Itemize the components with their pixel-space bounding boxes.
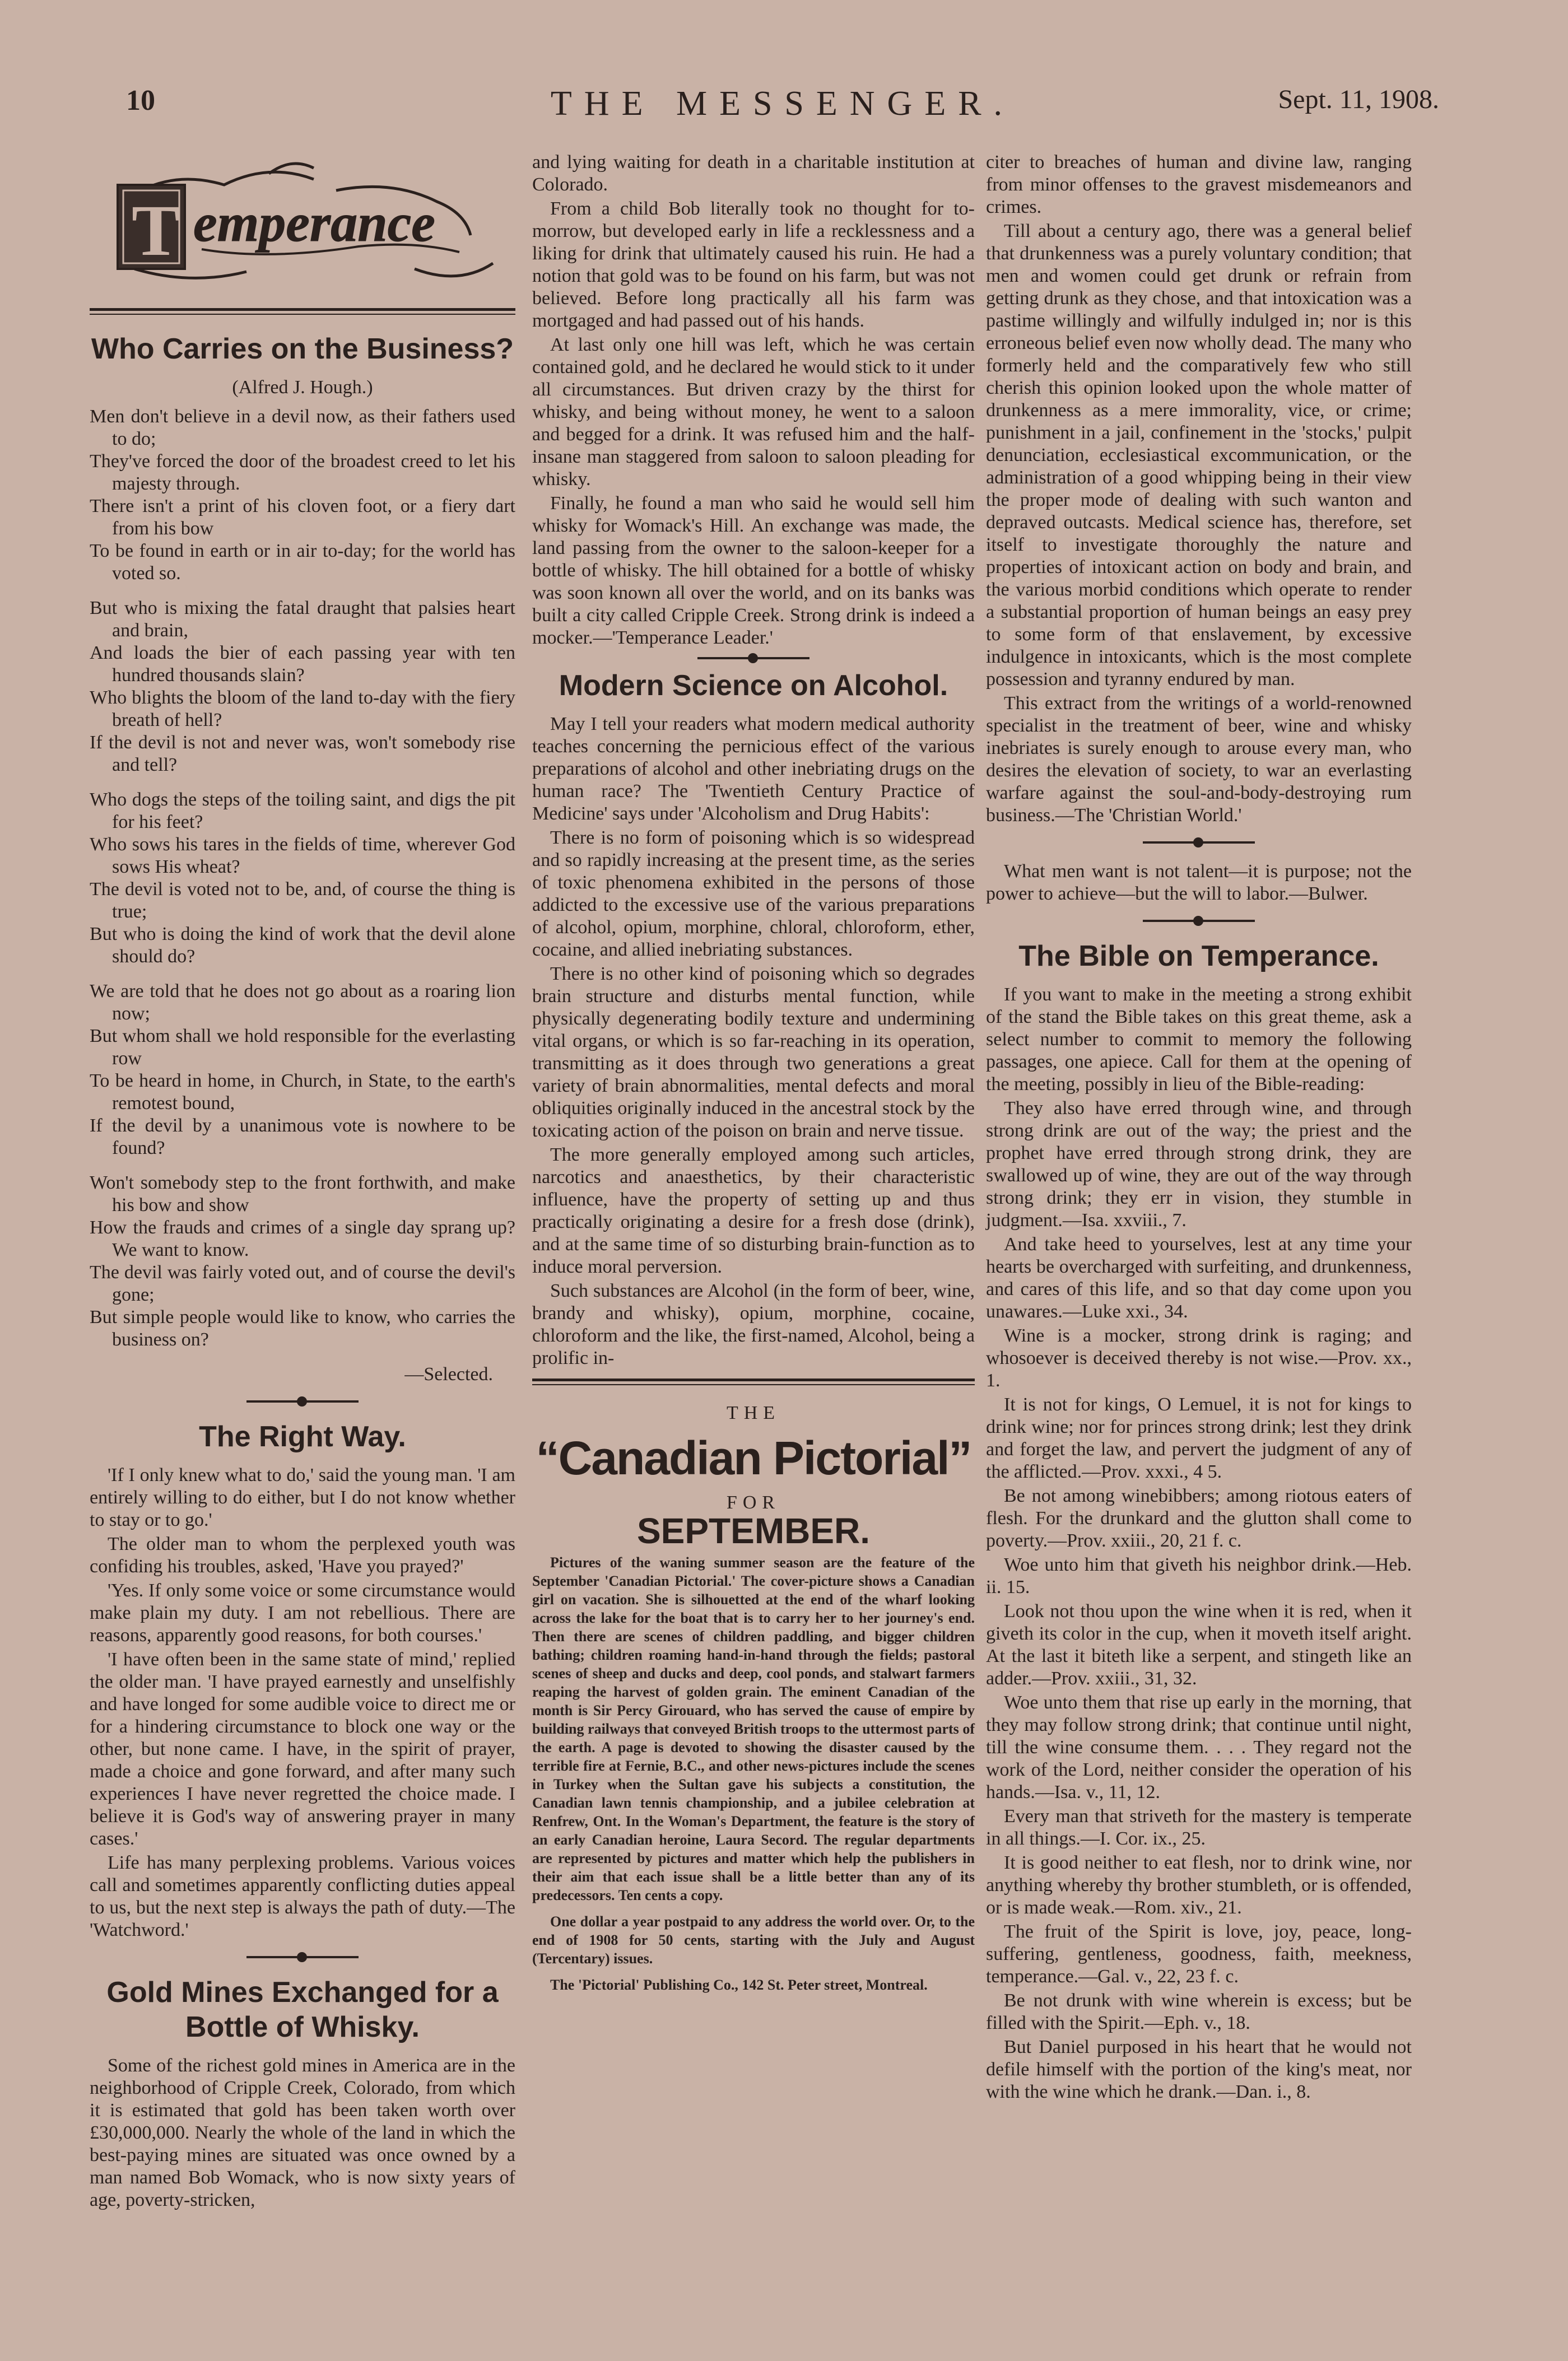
- article-title-bible: The Bible on Temperance.: [1018, 940, 1379, 972]
- paragraph: Finally, he found a man who said he would sell him whisky for Womack's Hill. An exchange was made, the land passing from the owner to the saloon-keeper for a bottle of whisky. The hill obtained for a bottle of whisky was soon known all over the world, and on its banks was built a city called Cripple Creek. Strong drink is indeed a mocker.—'Temperance Leader.': [532, 493, 975, 648]
- paragraph: And take heed to yourselves, lest at any time your hearts be overcharged with surfeiting, and drunkenness, and cares of this life, and so that day come upon you unawares.—Luke xxi., 34.: [986, 1234, 1412, 1322]
- paragraph: There is no form of poisoning which is so widespread and so rapidly increasing at the present time, as the series of toxic phenomena exhibited in the persons of those addicted to the excessive use of the various preparations of alcohol, opium, morphine, chloral, chloroform, ether, cocaine, and allied inebriating substances.: [532, 827, 975, 960]
- poem-line: If the devil by a unanimous vote is nowhere to be found?: [90, 1115, 515, 1158]
- paragraph: Some of the richest gold mines in America are in the neighborhood of Cripple Creek, Colorado, from which it is estimated that gold has been taken worth over £30,000,000. Nearly the whole of the land in which the best-paying mines are situated was once owned by a man named Bob Womack, who is now sixty years of age, poverty-stricken,: [90, 2055, 515, 2210]
- column-2: [532, 151, 975, 2002]
- paragraph: Every man that striveth for the mastery is temperate in all things.—I. Cor. ix., 25.: [986, 1806, 1412, 1849]
- poem-line: They've forced the door of the broadest creed to let his majesty through.: [90, 451, 515, 494]
- paragraph: 'If I only knew what to do,' said the young man. 'I am entirely willing to do either, but I do not know whether to stay or to go.': [90, 1465, 515, 1530]
- article-bible: [986, 984, 1412, 2103]
- poem-line: The devil was fairly voted out, and of course the devil's gone;: [90, 1262, 515, 1305]
- svg-text:emperance: emperance: [193, 193, 435, 253]
- article-title-who-carries: Who Carries on the Business?: [91, 333, 514, 365]
- separator: [246, 1400, 359, 1403]
- poem-line: The devil is voted not to be, and, of course the thing is true;: [90, 879, 515, 922]
- paragraph: At last only one hill was left, which he was certain contained gold, and he declared he would stick to it under all circumstances. But driven crazy by the thirst for whisky, and being without money, he went to a saloon and begged for a drink. It was refused him and the half-insane man staggered from saloon to saloon pleading for whisky.: [532, 334, 975, 490]
- paragraph: It is not for kings, O Lemuel, it is not for kings to drink wine; nor for princes strong drink; lest they drink and forget the law, and pervert the judgment of any of the afflicted.—Prov. xxxi., 4 5.: [986, 1394, 1412, 1482]
- issue-date: Sept. 11, 1908.: [1278, 85, 1439, 114]
- page-number: 10: [126, 85, 155, 117]
- newspaper-title: THE MESSENGER.: [550, 85, 1015, 123]
- paragraph: May I tell your readers what modern medical authority teaches concerning the pernicious effect of the various preparations of alcohol and other inebriating drugs on the human race? The 'Twentieth Century Practice of Medicine' says under 'Alcoholism and Drug Habits':: [532, 714, 975, 824]
- poem-stanza: [90, 597, 515, 776]
- poem-line: And loads the bier of each passing year with ten hundred thousands slain?: [90, 642, 515, 686]
- separator: [1143, 841, 1255, 844]
- paragraph: It is good neither to eat flesh, nor to drink wine, nor anything whereby thy brother stumbleth, or is offended, or is made weak.—Rom. xiv., 21.: [986, 1852, 1412, 1918]
- poem-line: We are told that he does not go about as a roaring lion now;: [90, 981, 515, 1024]
- separator: [1143, 920, 1255, 922]
- article-right-way: [90, 1464, 515, 1941]
- paragraph: Be not drunk with wine wherein is excess; but be filled with the Spirit.—Eph. v., 18.: [986, 1990, 1412, 2033]
- paragraph: If you want to make in the meeting a strong exhibit of the stand the Bible takes on this great theme, ask a select number to commit to memory the following passages, one apiece. Call for them at the opening of the meeting, possibly in lieu of the Bible-reading:: [986, 984, 1412, 1095]
- column-1: [90, 151, 515, 2213]
- poem-line: To be found in earth or in air to-day; for the world has voted so.: [90, 541, 515, 584]
- article-title-gold-mines: Gold Mines Exchanged for a Bottle of Whisky.: [106, 1976, 499, 2043]
- paragraph: The older man to whom the perplexed youth was confiding his troubles, asked, 'Have you prayed?': [90, 1534, 515, 1577]
- poem-author: (Alfred J. Hough.): [232, 377, 373, 398]
- article-title-modern-science: Modern Science on Alcohol.: [559, 669, 948, 702]
- quote-bulwer: What men want is not talent—it is purpose; not the power to achieve—but the will to labor.—Bulwer.: [986, 861, 1412, 904]
- paragraph: Woe unto them that rise up early in the morning, that they may follow strong drink; that continue until night, till the wine consume them. . . . They regard not the work of the Lord, neither consider the operation of his hands.—Isa. v., 11, 12.: [986, 1692, 1412, 1803]
- paragraph: This extract from the writings of a world-renowned specialist in the treatment of beer, wine and whisky inebriates is surely enough to arouse every man, who desires the elevation of society, to war an everlasting warfare against the soul-and-body-destroying rum business.—The 'Christian World.': [986, 693, 1412, 826]
- poem-line: But simple people would like to know, who carries the business on?: [90, 1307, 515, 1350]
- paragraph: Till about a century ago, there was a general belief that drunkenness was a purely voluntary condition; that men and women could get drunk or refrain from getting drunk as they chose, and that intoxication was a pastime willingly and wilfully indulged in; nor is this erroneous belief even now wholly dead. The many who formerly held and the comparatively few who still cherish this opinion looked upon the whole matter of drunkenness as a mere immorality, vice, or crime; punishment in a jail, confinement in the 'stocks,' pulpit denunciation, ecclesiastical excommunication, or the administration of a good whipping being in their view the proper mode of dealing with such wanton and depraved outcasts. Medical science has, therefore, set itself to investigate thoroughly the nature and properties of intoxicant action on body and brain, and the various morbid conditions which operate to render a substantial proportion of human beings an easy prey to some form of that enslavement, by excessive indulgence in intoxicants, which is the most complete possession and tyranny endured by man.: [986, 221, 1412, 690]
- paragraph: They also have erred through wine, and through strong drink are out of the way; the priest and the prophet have erred through strong drink, they are swallowed up of wine, they are out of the way through strong drink; they err in vision, they stumble in judgment.—Isa. xxviii., 7.: [986, 1098, 1412, 1231]
- paragraph: But Daniel purposed in his heart that he would not defile himself with the portion of the king's meat, nor with the wine which he drank.—Dan. i., 8.: [986, 2037, 1412, 2102]
- poem-line: Who blights the bloom of the land to-day with the fiery breath of hell?: [90, 687, 515, 730]
- ad-month: SEPTEMBER.: [636, 1511, 871, 1551]
- paragraph: The more generally employed among such articles, narcotics and anaesthetics, by their characteristic influence, have the property of setting up and thus practically originating a desire for a fresh dose (drink), and at the same time of so disturbing brain-function as to induce moral perversion.: [532, 1144, 975, 1277]
- poem-line: To be heard in home, in Church, in State, to the earth's remotest bound,: [90, 1070, 515, 1114]
- ad-for-label: FOR: [726, 1492, 781, 1513]
- poem-line: If the devil is not and never was, won't somebody rise and tell?: [90, 732, 515, 775]
- poem-stanza: [90, 406, 515, 585]
- poem-line: But whom shall we hold responsible for the everlasting row: [90, 1026, 515, 1069]
- poem-line: Men don't believe in a devil now, as their fathers used to do;: [90, 406, 515, 449]
- poem-line: Who sows his tares in the fields of time, wherever God sows His wheat?: [90, 834, 515, 877]
- paragraph: and lying waiting for death in a charitable institution at Colorado.: [532, 152, 975, 195]
- poem-stanza: [90, 980, 515, 1159]
- poem-line: But who is mixing the fatal draught that palsies heart and brain,: [90, 598, 515, 641]
- poem-line: But who is doing the kind of work that the devil alone should do?: [90, 924, 515, 967]
- paragraph: 'I have often been in the same state of mind,' replied the older man. 'I have prayed earnestly and unselfishly and have longed for some audible voice to direct me or for a hindering circumstance to block one way or the other, but none came. I have, in the spirit of prayer, made a choice and gone forward, and after many such experiences I have never regretted the choice made. I believe it is God's way of answering prayer in many cases.': [90, 1649, 515, 1849]
- poem-line: Won't somebody step to the front forthwith, and make his bow and show: [90, 1172, 515, 1216]
- paragraph: There is no other kind of poisoning which so degrades brain structure and disturbs mental function, while physically degenerating bodily texture and undermining vital organs, or which is so far-reaching in its operation, transmitting as it does through two generations a great variety of brain abnormalities, mental defects and moral obliquities originally induced in the ancestral stock by the toxicating action of the poison on brain and nerve tissue.: [532, 963, 975, 1141]
- ad-publisher: The 'Pictorial' Publishing Co., 142 St. Peter street, Montreal.: [550, 1977, 928, 1993]
- paragraph: Wine is a mocker, strong drink is raging; and whosoever is deceived thereby is not wise.—Prov. xx., 1.: [986, 1325, 1412, 1391]
- ad-body: [532, 1553, 975, 1994]
- ad-description: Pictures of the waning summer season are the feature of the September 'Canadian Pictorial.' The cover-picture shows a Canadian girl on vacation. She is silhouetted at the end of the wharf looking across the lake for the boat that is to carry her to her journey's end. Then there are scenes of children paddling, and bigger children bathing; children roaming hand-in-hand through the fields; pastoral scenes of sheep and ducks and deep, cool ponds, and stalwart farmers reaping the harvest of golden grain. The eminent Canadian of the month is Sir Percy Girouard, who has served the cause of empire by building railways that conveyed British troops to the uttermost parts of the earth. A page is devoted to showing the disaster caused by the terrible fire at Fernie, B.C., and other news-pictures include the scenes in Turkey when the Sultan gave his subjects a constitution, the Canadian lawn tennis championship, and a jubilee celebration at Renfrew, Ont. In the Woman's Department, the feature is the story of an early Canadian heroine, Laura Secord. The regular departments are represented by pictures and matter which help the publishers in their aim that each issue shall be a little better than any of its predecessors. Ten cents a copy.: [532, 1554, 975, 1903]
- canadian-pictorial-ad: [532, 1402, 975, 1994]
- paragraph: 'Yes. If only some voice or some circumstance would make plain my duty. I am not rebellious. There are reasons, apparently good reasons, for both courses.': [90, 1580, 515, 1646]
- ad-subscription-offer: One dollar a year postpaid to any address the world over. Or, to the end of 1908 for 50 cents, starting with the July and August (Tercentary) issues.: [532, 1913, 975, 1967]
- page-header: [126, 84, 1439, 134]
- poem-source: —Selected.: [404, 1364, 493, 1385]
- ad-the-label: THE: [726, 1403, 781, 1423]
- paragraph: citer to breaches of human and divine law, ranging from minor offenses to the gravest misdemeanors and crimes.: [986, 152, 1412, 217]
- article-title-right-way: The Right Way.: [199, 1421, 406, 1453]
- paragraph: Life has many perplexing problems. Various voices call and sometimes apparently conflicting duties appeal to us, but the next step is always the path of duty.—The 'Watchword.': [90, 1852, 515, 1940]
- poem-stanza: [90, 1172, 515, 1351]
- poem-body: [90, 406, 515, 1351]
- paragraph: From a child Bob literally took no thought for to-morrow, but developed early in life a recklessness and a liking for drink that ultimately caused his ruin. He had a notion that gold was to be found on his farm, but was not believed. Before long practically all his farm was mortgaged and had passed out of his hands.: [532, 198, 975, 331]
- separator: [697, 657, 809, 659]
- ad-publication-name: “Canadian Pictorial”: [536, 1432, 971, 1484]
- temperance-logo: [101, 157, 504, 297]
- paragraph: Such substances are Alcohol (in the form of beer, wine, brandy and whisky), opium, morphine, cocaine, chloroform and the like, the first-named, Alcohol, being a prolific in-: [532, 1280, 975, 1368]
- poem-line: There isn't a print of his cloven foot, or a fiery dart from his bow: [90, 496, 515, 539]
- poem-stanza: [90, 789, 515, 968]
- column-3: [986, 151, 1412, 2105]
- section-rule: [90, 308, 515, 315]
- paragraph: Be not among winebibbers; among riotous eaters of flesh. For the drunkard and the glutton shall come to poverty.—Prov. xxiii., 20, 21 f. c.: [986, 1485, 1412, 1551]
- poem-line: How the frauds and crimes of a single day sprang up? We want to know.: [90, 1217, 515, 1260]
- paragraph: Woe unto him that giveth his neighbor drink.—Heb. ii. 15.: [986, 1554, 1412, 1598]
- section-rule: [532, 1379, 975, 1385]
- paragraph: Look not thou upon the wine when it is red, when it giveth its color in the cup, when it moveth itself aright. At the last it biteth like a serpent, and stingeth like an adder.—Prov. xxiii., 31, 32.: [986, 1601, 1412, 1689]
- svg-text:T: T: [132, 190, 180, 271]
- poem-line: Who dogs the steps of the toiling saint, and digs the pit for his feet?: [90, 789, 515, 832]
- separator: [246, 1956, 359, 1958]
- paragraph: The fruit of the Spirit is love, joy, peace, long-suffering, gentleness, goodness, faith, meekness, temperance.—Gal. v., 22, 23 f. c.: [986, 1921, 1412, 1987]
